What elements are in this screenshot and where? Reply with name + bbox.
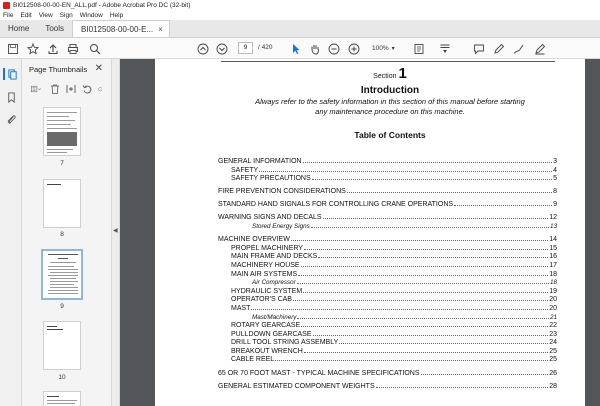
menu-bar — [0, 10, 600, 20]
toc-entry-page: 16 — [549, 253, 557, 261]
toc-entry-page: 28 — [549, 382, 557, 390]
toc-entry-page: 20 — [549, 304, 557, 312]
collapse-arrow-icon: ◀ — [113, 228, 118, 234]
panel-close-icon[interactable]: ✕ — [94, 63, 103, 74]
toc-entry-title: MAIN FRAME AND DECKS — [231, 253, 318, 261]
toc-entry-title: CABLE REEL — [231, 356, 275, 364]
page-thumbnails-panel — [22, 59, 111, 406]
toc-entry[interactable] — [218, 321, 557, 330]
toc-entry-title: MAST — [231, 304, 251, 312]
toc-entry[interactable] — [218, 270, 557, 279]
toc-entry-title: OPERATOR'S CAB — [231, 296, 292, 304]
toc-entry[interactable] — [218, 166, 557, 175]
toc-entry-page: 8 — [553, 188, 557, 196]
toc-entry[interactable] — [218, 338, 557, 347]
toc-leader-dots — [275, 355, 548, 361]
tab-close-icon[interactable]: × — [158, 24, 163, 34]
menu-view[interactable]: View — [38, 11, 53, 19]
menu-edit[interactable]: Edit — [20, 11, 32, 19]
delete-page-icon[interactable] — [50, 84, 60, 94]
toc-entry-page: 24 — [549, 339, 557, 347]
bookmarks-icon[interactable] — [5, 91, 17, 103]
toc-entry-title: ROTARY GEARCASE — [231, 322, 301, 330]
toc-leader-dots — [303, 157, 552, 163]
thumbnail-label: 8 — [60, 231, 64, 238]
select-arrow-icon[interactable] — [289, 42, 302, 55]
toc-entry[interactable] — [218, 157, 557, 166]
toc-entry-page: 21 — [549, 313, 557, 321]
toc-leader-dots — [421, 369, 549, 375]
hand-tool-icon[interactable] — [308, 42, 321, 55]
toc-entry[interactable] — [218, 187, 557, 196]
toc-entry-page: 18 — [549, 279, 557, 287]
toc-leader-dots — [304, 347, 548, 353]
menu-file[interactable]: File — [3, 11, 14, 19]
options-menu-icon[interactable] — [28, 84, 44, 94]
document-viewer[interactable] — [120, 59, 600, 406]
thumbnail-label: 10 — [58, 374, 66, 381]
toc-entry-page: 26 — [549, 369, 557, 377]
toc-entry-page: 12 — [549, 214, 557, 222]
thumbnail-page[interactable] — [43, 391, 81, 406]
thumbnail-page[interactable] — [43, 321, 81, 370]
tab-bar — [0, 20, 600, 38]
toc-leader-dots — [339, 338, 548, 344]
acrobat-logo-icon — [3, 2, 10, 9]
highlight-pen-icon[interactable] — [492, 42, 505, 55]
thumbnail-page[interactable] — [43, 179, 81, 228]
toc-entry-page: 23 — [549, 330, 557, 338]
toc-entry[interactable] — [218, 382, 557, 391]
toc-entry-page: 15 — [549, 244, 557, 252]
toc-entry[interactable] — [218, 244, 557, 253]
thumbnail-page-selected[interactable] — [41, 249, 83, 300]
zoom-out-icon[interactable] — [327, 42, 340, 55]
toolbar — [0, 38, 600, 59]
section-prefix: Section — [373, 73, 397, 80]
toc-leader-dots — [297, 278, 549, 284]
thumbnail-page[interactable] — [43, 107, 81, 156]
rotate-counterclockwise-icon[interactable] — [82, 84, 92, 94]
toc-leader-dots — [454, 200, 552, 206]
toc-entry[interactable] — [218, 313, 557, 322]
toc-entry-title: Stored Energy Signs — [252, 223, 310, 231]
toc-leader-dots — [291, 235, 548, 241]
toc-entry-title: DRILL TOOL STRING ASSEMBLY — [231, 339, 339, 347]
intro-text: Always refer to the safety information in this section of this manual before starting any maintenance procedure on this machine. — [255, 97, 525, 116]
menu-sign[interactable]: Sign — [59, 11, 73, 19]
toc-entry-page: 20 — [549, 296, 557, 304]
left-navigation-rail — [0, 59, 22, 406]
toc-leader-dots — [312, 174, 552, 180]
next-page-icon[interactable] — [215, 42, 228, 55]
toc-entry-title: STANDARD HAND SIGNALS FOR CONTROLLING CRANE OPERATIONS — [218, 201, 454, 209]
attachments-icon[interactable] — [5, 113, 17, 125]
page-total: / 420 — [258, 44, 273, 51]
page-number-input[interactable]: 9 — [238, 42, 253, 54]
toc-leader-dots — [301, 321, 548, 327]
toc-leader-dots — [259, 166, 552, 172]
toc-leader-dots — [297, 313, 549, 319]
toc-entry-title: Mast/Machinery — [252, 313, 297, 321]
toc-entry[interactable] — [218, 213, 557, 222]
toc-entry-title: Air Compressor — [252, 279, 296, 287]
toc-entry-title: BREAKOUT WRENCH — [231, 347, 303, 355]
menu-window[interactable]: Window — [79, 11, 103, 19]
section-heading — [155, 65, 600, 82]
panel-title: Page Thumbnails — [29, 64, 88, 74]
toc-leader-dots — [298, 270, 548, 276]
toc-leader-dots — [304, 244, 548, 250]
toc-entry-page: 25 — [549, 347, 557, 355]
toc-entry[interactable] — [218, 235, 557, 244]
tab-document[interactable] — [72, 20, 170, 37]
thumbnail-label: 7 — [60, 160, 64, 167]
header-rule — [221, 61, 555, 62]
toc-entry-page: 18 — [549, 270, 557, 278]
toc-entry-page: 19 — [549, 287, 557, 295]
table-of-contents — [218, 157, 557, 390]
toc-entry-title: FIRE PREVENTION CONSIDERATIONS — [218, 188, 346, 196]
toc-entry-title: HYDRAULIC SYSTEM — [231, 287, 303, 295]
toc-entry-page: 3 — [553, 158, 557, 165]
section-number: 1 — [398, 65, 407, 82]
chevron-down-icon: ▾ — [391, 45, 395, 52]
page-title: Introduction — [360, 85, 420, 96]
page-fit-icon[interactable] — [412, 42, 425, 55]
toc-entry[interactable] — [218, 200, 557, 209]
zoom-level-value: 100% — [372, 44, 389, 52]
toc-entry[interactable] — [218, 252, 557, 261]
toc-entry-page: 25 — [549, 356, 557, 364]
toc-entry[interactable] — [218, 222, 557, 231]
toc-entry-title: PROPEL MACHINERY — [231, 244, 303, 252]
toc-entry-title: GENERAL INFORMATION — [218, 158, 302, 165]
toc-entry[interactable] — [218, 278, 557, 287]
toc-leader-dots — [313, 330, 549, 336]
insert-page-icon[interactable] — [66, 84, 76, 94]
document-page — [155, 59, 585, 406]
toc-entry-title: 65 OR 70 FOOT MAST - TYPICAL MACHINE SPECIFICATIONS — [218, 369, 420, 377]
toc-leader-dots — [301, 261, 549, 267]
rotate-clockwise-icon[interactable] — [98, 84, 103, 94]
panel-header — [22, 59, 111, 79]
panel-tools — [22, 79, 111, 99]
toc-entry-title: MACHINE OVERVIEW — [218, 236, 290, 244]
bookmark-star-icon[interactable] — [26, 42, 39, 55]
toc-entry-page: 9 — [553, 201, 557, 209]
upload-icon[interactable] — [46, 42, 59, 55]
draw-icon[interactable] — [512, 42, 525, 55]
panel-collapse-handle[interactable] — [111, 59, 120, 406]
toc-entry[interactable] — [218, 369, 557, 378]
window-title: BI012508-00-00-EN_ALL.pdf - Adobe Acrobat Pro DC (32-bit) — [13, 1, 191, 9]
toc-entry[interactable] — [218, 295, 557, 304]
page-thumbnails-icon[interactable] — [3, 68, 19, 80]
menu-help[interactable]: Help — [109, 11, 124, 19]
comment-icon[interactable] — [472, 42, 485, 55]
save-icon[interactable] — [6, 42, 19, 55]
toc-leader-dots — [251, 304, 548, 310]
toc-entry-page: 22 — [549, 322, 557, 330]
toc-title: Table of Contents — [354, 130, 426, 140]
title-bar — [0, 0, 600, 10]
toc-leader-dots — [303, 287, 548, 293]
toc-entry-title: SAFETY PRECAUTIONS — [231, 175, 311, 183]
toc-entry[interactable] — [218, 347, 557, 356]
toc-entry-page: 4 — [553, 166, 557, 174]
toc-entry-page: 14 — [549, 236, 557, 244]
tab-tools[interactable]: Tools — [45, 24, 65, 33]
toc-entry-title: WARNING SIGNS AND DECALS — [218, 214, 322, 222]
toc-entry[interactable] — [218, 287, 557, 296]
toc-entry[interactable] — [218, 174, 557, 183]
toc-entry-title: MAIN AIR SYSTEMS — [231, 270, 298, 278]
toc-entry[interactable] — [218, 261, 557, 270]
toc-leader-dots — [376, 382, 549, 388]
zoom-in-icon[interactable] — [347, 42, 360, 55]
toc-entry[interactable] — [218, 330, 557, 339]
toc-leader-dots — [311, 222, 549, 228]
sign-icon[interactable] — [533, 42, 546, 55]
toc-leader-dots — [347, 187, 552, 193]
toc-entry[interactable] — [218, 304, 557, 313]
zoom-level-select[interactable] — [372, 42, 404, 54]
tab-document-label: BI012508-00-00-E... — [81, 24, 154, 34]
toc-entry-page: 5 — [553, 175, 557, 183]
toc-leader-dots — [323, 213, 549, 219]
toc-leader-dots — [318, 252, 548, 258]
toc-entry-page: 17 — [549, 261, 557, 269]
toc-entry[interactable] — [218, 355, 557, 364]
toc-entry-title: SAFETY — [231, 166, 259, 174]
previous-page-icon[interactable] — [196, 42, 209, 55]
tab-home[interactable]: Home — [8, 24, 30, 33]
zoom-search-icon[interactable] — [88, 42, 101, 55]
thumbnail-label: 9 — [60, 303, 64, 310]
toc-leader-dots — [293, 295, 548, 301]
toc-entry-title: PULLDOWN GEARCASE — [231, 330, 312, 338]
toc-entry-page: 13 — [549, 223, 557, 231]
toc-entry-title: GENERAL ESTIMATED COMPONENT WEIGHTS — [218, 382, 375, 390]
scroll-mode-icon[interactable] — [438, 42, 451, 55]
toc-entry-title: MACHINERY HOUSE — [231, 261, 300, 269]
print-icon[interactable] — [66, 42, 79, 55]
